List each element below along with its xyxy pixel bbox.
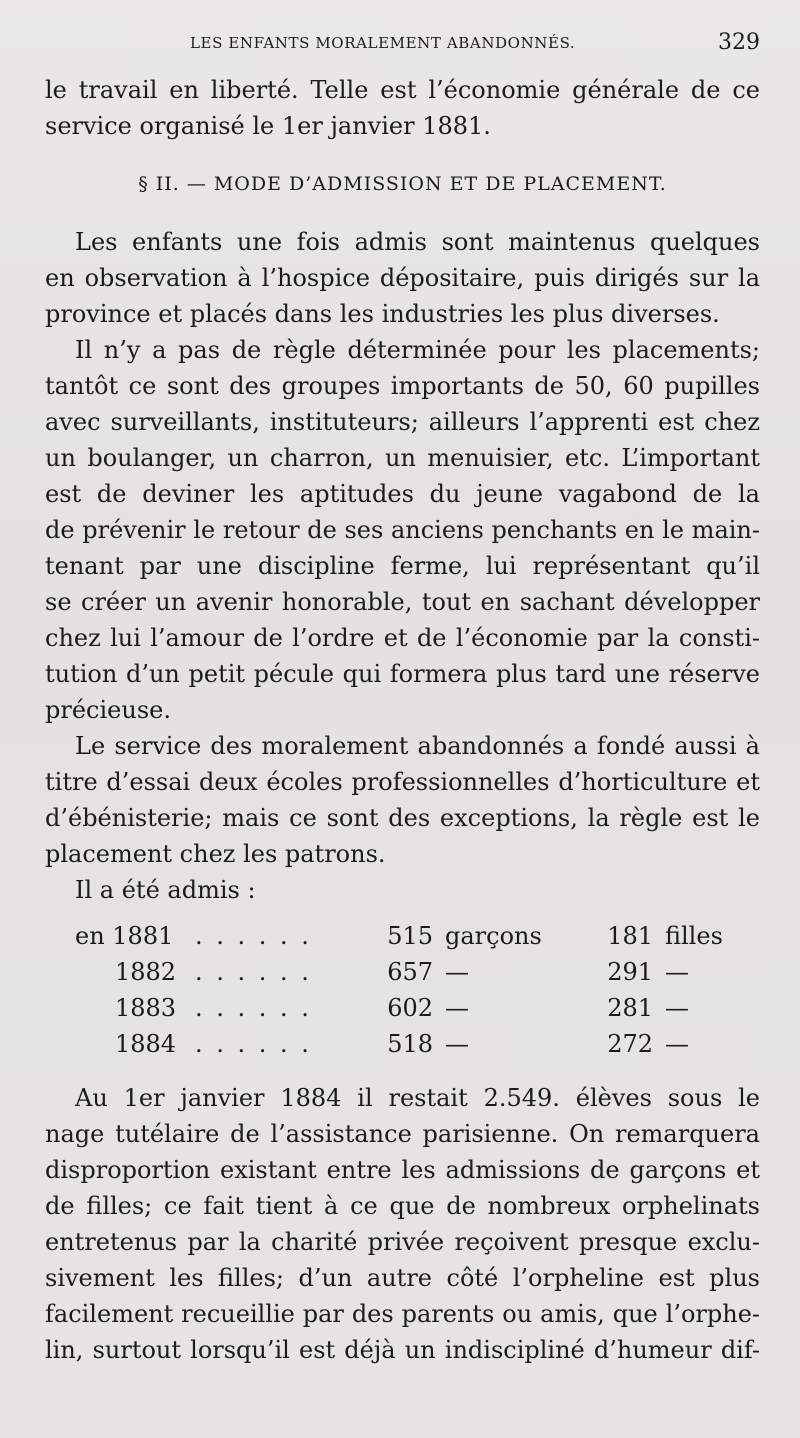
table-row	[75, 918, 765, 954]
text-line: tution d’un petit pécule qui formera plus tard une réserve	[45, 660, 760, 688]
leader-dots: . . . . . .	[195, 922, 312, 950]
text-line: service organisé le 1er janvier 1881.	[45, 112, 491, 140]
table-row	[75, 954, 765, 990]
table-row	[75, 990, 765, 1026]
boys-count: 602	[387, 994, 433, 1022]
year-cell: 1882	[115, 958, 177, 986]
text-line: disproportion existant entre les admissions de garçons et	[45, 1156, 760, 1184]
girls-label: filles	[665, 922, 723, 950]
text-line: entretenus par la charité privée reçoivent presque exclu-	[45, 1228, 760, 1256]
body-text	[45, 72, 760, 1368]
paragraph-placements	[45, 332, 760, 728]
year-cell: 1884	[115, 1030, 177, 1058]
admitted-intro: Il a été admis :	[75, 876, 256, 904]
girls-count: 181	[607, 922, 653, 950]
text-line: un boulanger, un charron, un menuisier, etc. L’important	[45, 444, 760, 472]
text-line: facilement recueillie par des parents ou amis, que l’orphe-	[45, 1300, 760, 1328]
text-line: Le service des moralement abandonnés a fondé aussi à	[75, 732, 760, 760]
admissions-table	[75, 918, 765, 1062]
boys-label: garçons	[445, 922, 542, 950]
text-line: se créer un avenir honorable, tout en sachant développer	[45, 588, 760, 616]
text-line: est de deviner les aptitudes du jeune vagabond de la	[45, 480, 760, 508]
text-line: de filles; ce fait tient à ce que de nombreux orphelinats	[45, 1192, 760, 1220]
text-line: Les enfants une fois admis sont maintenus quelques	[75, 228, 760, 256]
table-row	[75, 1026, 765, 1062]
text-line: le travail en liberté. Telle est l’économie générale de ce	[45, 76, 760, 104]
text-line: tantôt ce sont des groupes importants de 50, 60 pupilles	[45, 372, 760, 400]
section-title: § II. — MODE D’ADMISSION ET DE PLACEMENT.	[138, 173, 667, 195]
boys-count: 515	[387, 922, 433, 950]
paragraph-schools	[45, 728, 760, 872]
girls-label: —	[665, 994, 689, 1022]
girls-count: 281	[607, 994, 653, 1022]
year-cell: 1883	[115, 994, 177, 1022]
girls-count: 291	[607, 958, 653, 986]
boys-count: 518	[387, 1030, 433, 1058]
text-line: d’ébénisterie; mais ce sont des exceptions, la règle est le	[45, 804, 760, 832]
text-line: lin, surtout lorsqu’il est déjà un indiscipliné d’humeur dif-	[45, 1336, 760, 1364]
leader-dots: . . . . . .	[195, 994, 312, 1022]
page-number: 329	[718, 30, 760, 55]
text-line: sivement les filles; d’un autre côté l’orpheline est plus	[45, 1264, 760, 1292]
girls-label: —	[665, 1030, 689, 1058]
boys-label: —	[445, 958, 469, 986]
text-line: titre d’essai deux écoles professionnelles d’horticulture et	[45, 768, 760, 796]
leader-dots: . . . . . .	[195, 1030, 312, 1058]
year-cell: en 1881	[75, 922, 174, 950]
running-head: LES ENFANTS MORALEMENT ABANDONNÉS.	[190, 34, 576, 52]
text-line: chez lui l’amour de l’ordre et de l’économie par la consti-	[45, 624, 760, 652]
text-line: en observation à l’hospice dépositaire, puis dirigés sur la	[45, 264, 760, 292]
leader-dots: . . . . . .	[195, 958, 312, 986]
text-line: avec surveillants, instituteurs; ailleurs l’apprenti est chez	[45, 408, 760, 436]
text-line: province et placés dans les industries les plus diverses.	[45, 300, 720, 328]
text-line: Il n’y a pas de règle déterminée pour les placements;	[75, 336, 760, 364]
boys-label: —	[445, 994, 469, 1022]
text-line: nage tutélaire de l’assistance parisienne. On remarquera	[45, 1120, 760, 1148]
girls-count: 272	[607, 1030, 653, 1058]
paragraph-admission	[45, 224, 760, 332]
text-line: Au 1er janvier 1884 il restait 2.549. élèves sous le	[75, 1084, 760, 1112]
boys-count: 657	[387, 958, 433, 986]
text-line: placement chez les patrons.	[45, 840, 386, 868]
text-line: précieuse.	[45, 696, 171, 724]
paragraph-statistics	[45, 1080, 760, 1368]
girls-label: —	[665, 958, 689, 986]
text-line: tenant par une discipline ferme, lui représentant qu’il	[45, 552, 760, 580]
boys-label: —	[445, 1030, 469, 1058]
text-line: de prévenir le retour de ses anciens penchants en le main-	[45, 516, 760, 544]
